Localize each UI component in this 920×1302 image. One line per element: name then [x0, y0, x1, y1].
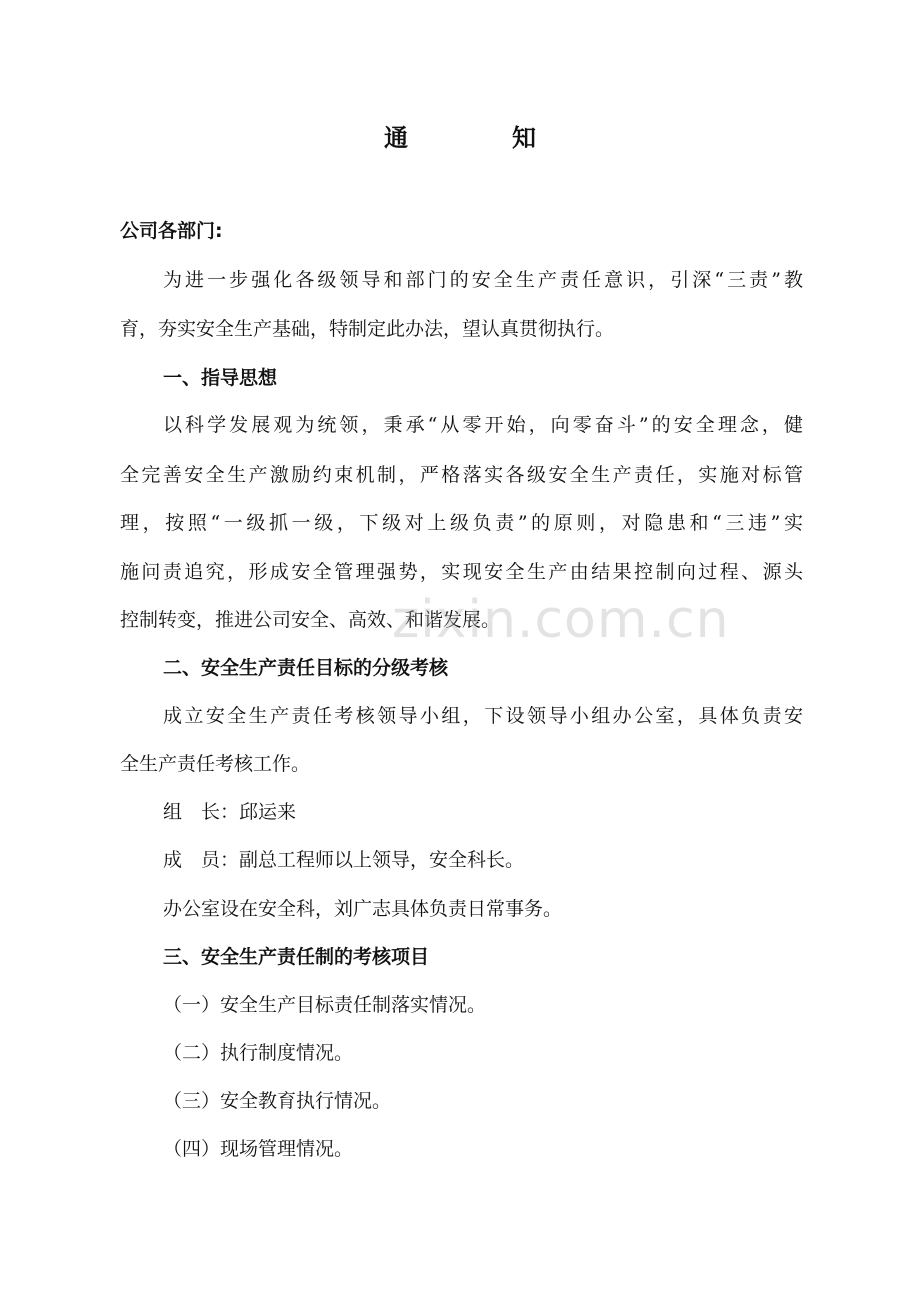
salutation: 公司各部门:: [120, 220, 223, 242]
section1-line-1: 以科学发展观为统领，秉承“从零开始，向零奋斗”的安全理念，健: [163, 414, 803, 436]
section1-line-5: 控制转变，推进公司安全、高效、和谐发展。: [120, 609, 501, 631]
section3-item-4: （四）现场管理情况。: [163, 1138, 354, 1160]
group-members: 成 员：副总工程师以上领导，安全科长。: [163, 849, 525, 871]
section3-item-1: （一）安全生产目标责任制落实情况。: [163, 994, 487, 1016]
section3-heading: 三、安全生产责任制的考核项目: [163, 946, 430, 968]
document-title: 通 知: [384, 124, 576, 152]
watermark: zixin.com.cn: [392, 590, 730, 650]
section1-line-4: 施问责追究，形成安全管理强势，实现安全生产由结果控制向过程、源头: [120, 561, 803, 583]
section3-item-2: （二）执行制度情况。: [163, 1042, 354, 1064]
section1-line-2: 全完善安全生产激励约束机制，严格落实各级安全生产责任，实施对标管: [120, 464, 803, 486]
group-leader: 组 长：邱运来: [163, 801, 297, 823]
intro-line-2: 育，夯实安全生产基础，特制定此办法，望认真贯彻执行。: [120, 318, 615, 340]
section2-heading: 二、安全生产责任目标的分级考核: [163, 657, 449, 679]
section1-line-3: 理，按照“一级抓一级，下级对上级负责”的原则，对隐患和“三违”实: [120, 512, 803, 534]
section1-heading: 一、指导思想: [163, 367, 278, 389]
office-info: 办公室设在安全科，刘广志具体负责日常事务。: [163, 898, 563, 920]
section2-line-1: 成立安全生产责任考核领导小组，下设领导小组办公室，具体负责安: [163, 705, 803, 727]
section3-item-3: （三）安全教育执行情况。: [163, 1090, 392, 1112]
section2-line-2: 全生产责任考核工作。: [120, 753, 311, 775]
intro-line-1: 为进一步强化各级领导和部门的安全生产责任意识，引深“三责”教: [163, 269, 803, 291]
